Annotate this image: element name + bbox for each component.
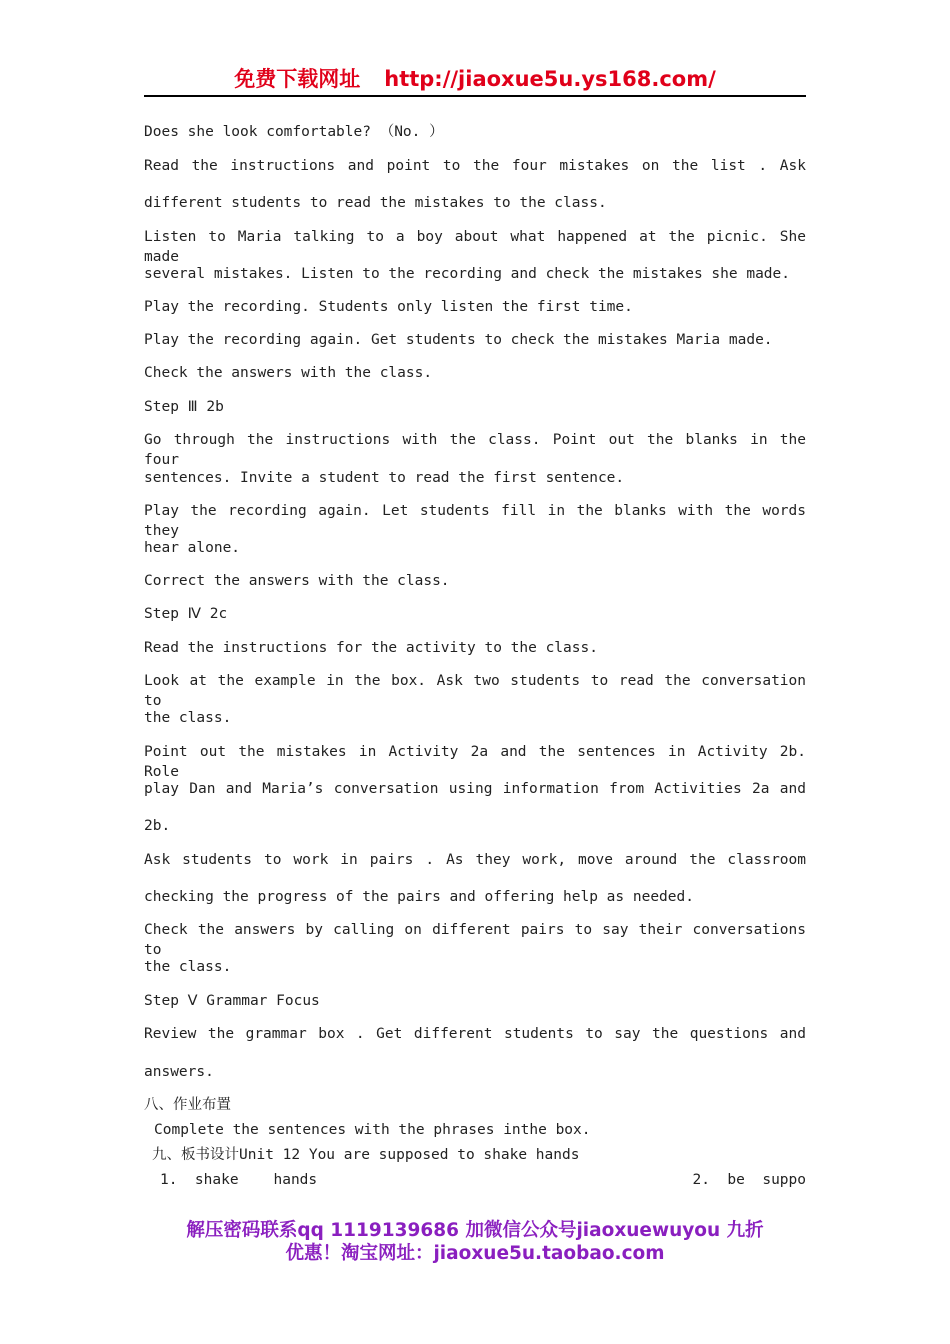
page-header bbox=[144, 64, 806, 97]
text-line: Play the recording again. Get students to check the mistakes Maria made. bbox=[144, 332, 773, 348]
text-line: several mistakes. Listen to the recording and check the mistakes she made. bbox=[144, 266, 791, 282]
text-line: answers. bbox=[144, 1064, 214, 1080]
text-line: Read the instructions for the activity to the class. bbox=[144, 640, 598, 656]
text-line: Check the answers with the class. bbox=[144, 365, 433, 381]
header-url-link[interactable]: http://jiaoxue5u.ys168.com/ bbox=[384, 67, 716, 91]
text-line: different students to read the mistakes to the class. bbox=[144, 195, 607, 211]
text-line: Check the answers by calling on different pairs to say their conversations to bbox=[144, 922, 806, 958]
step-heading: Step Ⅲ 2b bbox=[144, 399, 224, 415]
text-line: play Dan and Maria’s conversation using information from Activities 2a and bbox=[144, 781, 806, 797]
text-line: hear alone. bbox=[144, 540, 241, 556]
text-line: Does she look comfortable? （No. ） bbox=[144, 124, 444, 140]
text-line: Go through the instructions with the class. Point out the blanks in the four bbox=[144, 432, 806, 468]
text-line: Complete the sentences with the phrases inthe box. bbox=[154, 1122, 591, 1138]
footer-line: 解压密码联系qq 1119139686 加微信公众号jiaoxuewuyou 九折 bbox=[186, 1220, 764, 1241]
text-line: Read the instructions and point to the four mistakes on the list . Ask bbox=[144, 158, 806, 174]
text-line: Play the recording again. Let students fill in the blanks with the words they bbox=[144, 503, 806, 539]
board-item: 1. shake hands bbox=[160, 1172, 318, 1188]
step-heading: Step Ⅳ 2c bbox=[144, 606, 228, 622]
text-line: sentences. Invite a student to read the first sentence. bbox=[144, 470, 625, 486]
text-line: Play the recording. Students only listen the first time. bbox=[144, 299, 633, 315]
section-heading: 八、作业布置 bbox=[144, 1097, 231, 1113]
text-line: Look at the example in the box. Ask two students to read the conversation to bbox=[144, 673, 806, 709]
header-title: 免费下载网址 bbox=[234, 67, 361, 91]
text-line: checking the progress of the pairs and offering help as needed. bbox=[144, 889, 694, 905]
footer-line: 优惠！淘宝网址：jiaoxue5u.taobao.com bbox=[285, 1243, 665, 1264]
section-heading: 九、板书设计Unit 12 You are supposed to shake hands bbox=[152, 1147, 580, 1163]
text-line: Point out the mistakes in Activity 2a and the sentences in Activity 2b. Role bbox=[144, 744, 806, 780]
board-item: 2. be suppo bbox=[692, 1172, 806, 1188]
text-line: Review the grammar box . Get different students to say the questions and bbox=[144, 1026, 806, 1042]
board-design-row bbox=[160, 1170, 806, 1190]
text-line: 2b. bbox=[144, 818, 171, 834]
text-line: Listen to Maria talking to a boy about what happened at the picnic. She made bbox=[144, 229, 806, 265]
text-line: the class. bbox=[144, 710, 232, 726]
text-line: the class. bbox=[144, 959, 232, 975]
text-line: Correct the answers with the class. bbox=[144, 573, 450, 589]
step-heading: Step Ⅴ Grammar Focus bbox=[144, 993, 320, 1009]
text-line: Ask students to work in pairs . As they work, move around the classroom bbox=[144, 852, 806, 868]
